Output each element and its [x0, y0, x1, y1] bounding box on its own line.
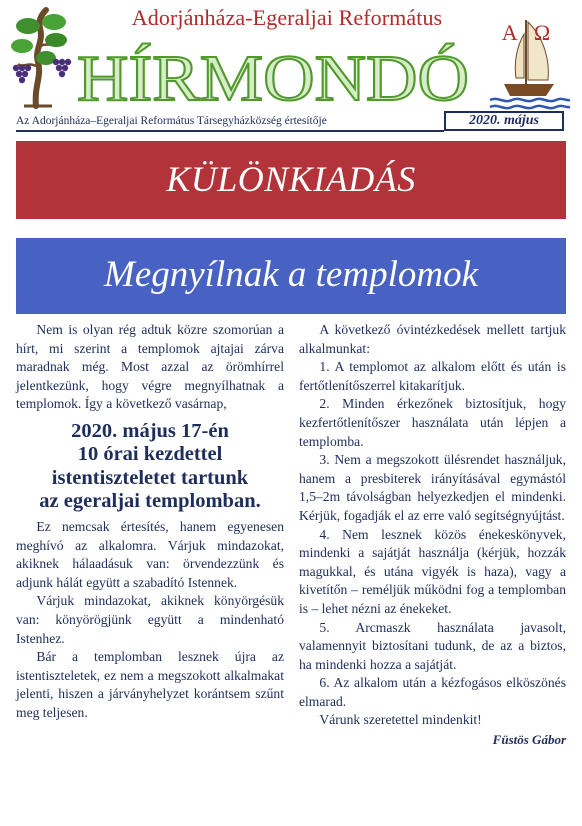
measure-item: 1. A templomot az alkalom előtt és után is fertőtlenítőszerrel kitakarítjuk.: [299, 359, 566, 393]
article-paragraph: Bár a templomban lesznek újra az istentiszteletek, ez nem a megszokott alkalmakat jelenti, hiszen a járványhelyzet korántsem szűnt meg teljesen.: [16, 649, 284, 720]
special-edition-text: KÜLÖNKIADÁS: [166, 159, 416, 199]
measure-item: 5. Arcmaszk használata javasolt, valamennyit biztosítani tudunk, de az a biztos, ha mindenki hozza a sajátját.: [299, 619, 566, 672]
newsletter-subtitle: Az Adorjánháza–Egeraljai Református Társegyházközség értesítője: [16, 115, 327, 127]
closing-line: Várunk szeretettel mindenkit!: [319, 712, 482, 728]
masthead-text: HÍRMONDÓ: [77, 42, 469, 106]
service-date: 2020. május 17-én: [71, 419, 229, 442]
measure-item: 4. Nem lesznek közös énekeskönyvek, mindenki a sajátját használja (kérjük, hozzák magukkal, és utána vigyék is haza), vagy a kivetítőn – reméljük működni fog a templomban is – lehet nézni az énekeket.: [299, 526, 566, 616]
alpha-omega-symbol: Α Ω: [501, 20, 557, 45]
article-paragraph: Ez nemcsak értesítés, hanem egyenesen meghívó az alkalomra. Várjuk mindazokat, akiknek hálaadásuk van: örvendezzünk és adjunk hálát együtt a szabadító Istennek.: [16, 518, 284, 590]
service-time: 10 órai kezdettel: [77, 443, 223, 466]
article-intro: Nem is olyan rég adtuk közre szomorúan a hírt, mi szerint a templomok ajtajai zárva maradnak még. Most azzal az örömhírrel jelentkezünk, hogy végre megnyílhatnak a templomok. Így a következő vasárnap,: [16, 322, 284, 412]
measure-item: 2. Minden érkezőnek biztosítjuk, hogy kezfertőtlenítőszer használata után lépjen a templomba.: [299, 396, 566, 449]
headline-text: Megnyílnak a templomok: [104, 254, 478, 295]
service-type: istentiszteletet tartunk: [51, 466, 249, 489]
headline-banner: [16, 238, 566, 314]
article-right-column: [299, 321, 566, 750]
special-edition-banner: [16, 141, 566, 219]
header-divider: [16, 130, 444, 132]
measure-item: 6. Az alkalom után a kézfogásos elköszönés elmarad.: [299, 675, 566, 709]
measure-item: 3. Nem a megszokott ülésrendet használjuk, hanem a presbiterek irányításával egymástól 1,5–2m távolságban helyezkedjen el mindenki. Kérjük, fogadják el az erre való segítségnyújtást.: [299, 452, 566, 523]
issue-date: 2020. május: [444, 111, 564, 131]
article-left-column: [16, 321, 284, 723]
grapevine-logo-icon: [6, 6, 74, 110]
measures-intro: A következő óvintézkedések mellett tartjuk alkalmunkat:: [299, 322, 566, 356]
masthead-title: [74, 40, 472, 106]
service-announcement: [16, 420, 284, 514]
service-location: az egeraljai templomban.: [39, 490, 261, 513]
author-signature: Füstös Gábor: [492, 732, 566, 748]
organization-name: Adorjánháza-Egeraljai Református: [131, 5, 443, 30]
article-paragraph: Várjuk mindazokat, akiknek könyörgésük van: könyörögjünk együtt a mindenható Istenhez.: [16, 593, 284, 646]
